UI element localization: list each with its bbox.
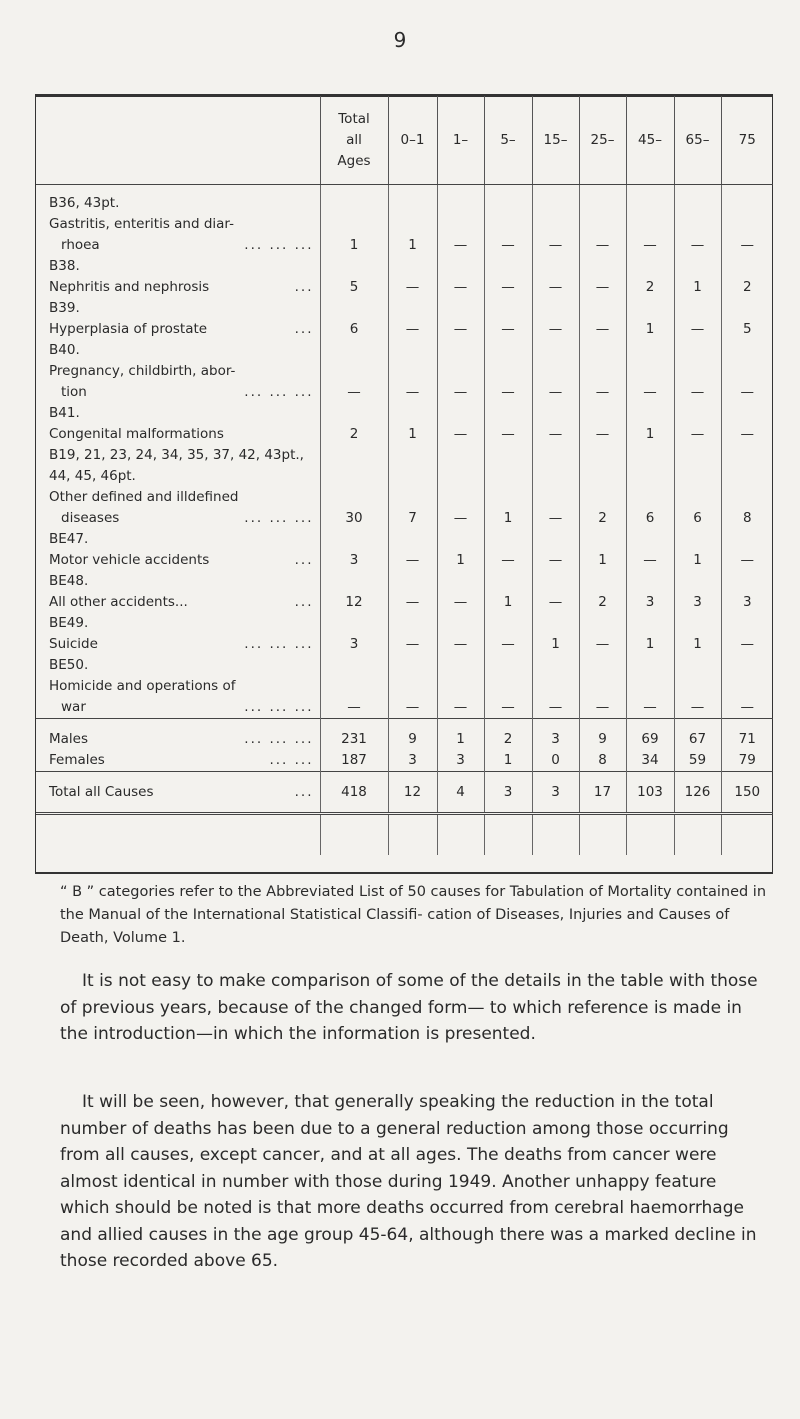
- cause-code: B39.: [49, 300, 80, 316]
- paragraph: It will be seen, however, that generally speaking the reduction in the total number of deaths has been due to a general reduction among those occurring from all causes, except cancer, and at all ages. The deaths from cancer were almost identical in number with those during 1949. Another unhappy feature which should be noted is that more deaths occurred from cerebral haemorrhage and allied causes in the age group 45-64, although there was a marked decline in those recorded above 65.: [60, 1092, 757, 1271]
- table-cell: 67: [674, 719, 721, 751]
- table-cell: 418: [320, 772, 388, 814]
- males-label-cell: [36, 719, 320, 751]
- table-cell: 9: [388, 719, 437, 751]
- cause-code: BE47.: [49, 531, 89, 547]
- cause-label-line: [49, 634, 314, 655]
- total-row: [36, 772, 773, 814]
- cause-label-line: [49, 277, 314, 298]
- table-cell: —: [532, 256, 579, 298]
- table-cell: —: [484, 298, 532, 340]
- page-number: 9: [393, 28, 407, 52]
- table-cell: —: [437, 445, 484, 529]
- table-cell: 59: [674, 750, 721, 772]
- table-cell: —: [721, 185, 773, 257]
- table-cell: 1: [674, 529, 721, 571]
- empty-cell: [36, 814, 320, 856]
- table-cell: 2: [721, 256, 773, 298]
- cause-cell: [36, 185, 320, 257]
- cause-label: tion: [61, 384, 87, 400]
- cause-label-line: [49, 697, 314, 718]
- table-cell: 2: [579, 571, 626, 613]
- table-cell: —: [532, 185, 579, 257]
- table-cell: —: [388, 655, 437, 719]
- table-cell: —: [437, 298, 484, 340]
- cause-label: diseases: [61, 510, 120, 526]
- table-cell: 2: [320, 403, 388, 445]
- table-cell: 1: [484, 571, 532, 613]
- table-cell: —: [437, 571, 484, 613]
- cause-label-line: [49, 676, 314, 697]
- table-cell: 2: [579, 445, 626, 529]
- table-cell: 3: [532, 772, 579, 814]
- column-header: 0–1: [388, 96, 437, 185]
- table-body: [36, 185, 773, 856]
- table-cell: 231: [320, 719, 388, 751]
- column-header: 15–: [532, 96, 579, 185]
- mortality-table: [36, 96, 773, 855]
- cause-cell: [36, 445, 320, 529]
- table-cell: 3: [437, 750, 484, 772]
- cause-label: Suicide: [49, 636, 98, 652]
- table-cell: —: [674, 340, 721, 403]
- empty-cell: [437, 814, 484, 856]
- table-cell: 12: [388, 772, 437, 814]
- cause-label: Gastritis, enteritis and diar-: [49, 216, 234, 232]
- cause-label: Pregnancy, childbirth, abor-: [49, 363, 236, 379]
- leader-dots: ...: [294, 552, 314, 568]
- table-cell: 2: [626, 256, 674, 298]
- cause-label: Hyperplasia of prostate: [49, 321, 208, 337]
- table-cell: —: [579, 340, 626, 403]
- cause-label: Nephritis and nephrosis: [49, 279, 210, 295]
- table-cell: —: [579, 256, 626, 298]
- table-cell: 4: [437, 772, 484, 814]
- table-cell: —: [388, 571, 437, 613]
- table-cell: —: [532, 655, 579, 719]
- leader-dots: ... ... ...: [244, 384, 314, 400]
- table-cell: 3: [626, 571, 674, 613]
- table-cell: —: [320, 655, 388, 719]
- paragraph: It is not easy to make comparison of some of the details in the table with those of previous years, because of the changed form— to which reference is made in the introduction—in which the information is presented.: [60, 971, 758, 1044]
- cause-label: Congenital malformations: [49, 426, 224, 442]
- leader-dots: ... ... ...: [244, 699, 314, 715]
- table-cell: 3: [532, 719, 579, 751]
- table-cell: 3: [484, 772, 532, 814]
- table-cell: —: [721, 655, 773, 719]
- table-cell: 187: [320, 750, 388, 772]
- cause-label: Motor vehicle accidents: [49, 552, 210, 568]
- table-row: [36, 403, 773, 445]
- column-header: 25–: [579, 96, 626, 185]
- table-cell: —: [437, 655, 484, 719]
- cause-code: BE49.: [49, 615, 89, 631]
- table-cell: —: [484, 655, 532, 719]
- table-cell: —: [437, 340, 484, 403]
- cause-code: B40.: [49, 342, 80, 358]
- table-cell: —: [721, 613, 773, 655]
- total-label: Total all Causes: [49, 783, 154, 800]
- table-cell: 1: [532, 613, 579, 655]
- table-header-row: [36, 96, 773, 185]
- table-cell: —: [674, 185, 721, 257]
- cause-label: Other defined and illdefined: [49, 489, 239, 505]
- table-cell: 1: [320, 185, 388, 257]
- table-cell: —: [674, 403, 721, 445]
- table-cell: 17: [579, 772, 626, 814]
- cause-label: All other accidents...: [49, 594, 188, 610]
- cause-code: B36, 43pt.: [49, 195, 120, 211]
- table-cell: 3: [388, 750, 437, 772]
- column-header: 65–: [674, 96, 721, 185]
- empty-cell: [484, 814, 532, 856]
- table-cell: 1: [388, 403, 437, 445]
- table-cell: —: [674, 655, 721, 719]
- table-cell: 5: [320, 256, 388, 298]
- table-cell: 1: [388, 185, 437, 257]
- cause-label-line: [49, 319, 314, 340]
- table-row: [36, 529, 773, 571]
- males-row: [36, 719, 773, 751]
- cause-cell: [36, 529, 320, 571]
- cause-label-line: [49, 361, 314, 382]
- table-cell: —: [626, 340, 674, 403]
- cause-label-line: [49, 508, 314, 529]
- table-cell: 3: [320, 529, 388, 571]
- table-cell: 1: [437, 719, 484, 751]
- cause-label-line: [49, 487, 314, 508]
- table-cell: 0: [532, 750, 579, 772]
- table-cell: 1: [437, 529, 484, 571]
- table-cell: 9: [579, 719, 626, 751]
- cause-label: war: [61, 699, 86, 715]
- table-cell: 1: [484, 445, 532, 529]
- table-cell: —: [437, 256, 484, 298]
- table-cell: 150: [721, 772, 773, 814]
- table-cell: 2: [484, 719, 532, 751]
- table-cell: —: [484, 340, 532, 403]
- table-cell: 12: [320, 571, 388, 613]
- leader-dots: ... ...: [269, 752, 314, 768]
- cause-cell: [36, 340, 320, 403]
- cause-label: rhoea: [61, 237, 100, 253]
- column-header: Total all Ages: [320, 96, 388, 185]
- table-cell: —: [484, 529, 532, 571]
- table-row: [36, 298, 773, 340]
- table-cell: —: [484, 185, 532, 257]
- cause-code: B41.: [49, 405, 80, 421]
- table-cell: 69: [626, 719, 674, 751]
- table-row: [36, 445, 773, 529]
- cause-cell: [36, 298, 320, 340]
- cause-label-line: [49, 235, 314, 256]
- column-header: 75: [721, 96, 773, 185]
- table-row: [36, 571, 773, 613]
- table-cell: 1: [484, 750, 532, 772]
- table-cell: —: [721, 403, 773, 445]
- empty-cell: [626, 814, 674, 856]
- table-cell: —: [388, 340, 437, 403]
- cause-cell: [36, 403, 320, 445]
- cause-label-line: [49, 424, 314, 445]
- table-cell: —: [484, 256, 532, 298]
- table-row: [36, 256, 773, 298]
- table-cell: —: [388, 529, 437, 571]
- table-cell: —: [484, 403, 532, 445]
- cause-cell: [36, 655, 320, 719]
- leader-dots: ...: [294, 783, 314, 800]
- empty-cell: [721, 814, 773, 856]
- leader-dots: ... ... ...: [244, 731, 314, 747]
- table-cell: —: [532, 571, 579, 613]
- cause-cell: [36, 256, 320, 298]
- table-cell: —: [532, 529, 579, 571]
- table-cell: 8: [579, 750, 626, 772]
- table-row: [36, 340, 773, 403]
- empty-cell: [532, 814, 579, 856]
- table-row: [36, 613, 773, 655]
- column-header: 45–: [626, 96, 674, 185]
- cause-code: BE48.: [49, 573, 89, 589]
- table-cell: 3: [320, 613, 388, 655]
- table-cell: —: [674, 298, 721, 340]
- table-cell: —: [532, 403, 579, 445]
- table-cell: —: [579, 655, 626, 719]
- footnote: “ B ” categories refer to the Abbreviated List of 50 causes for Tabulation of Mortality contained in the Manual of the International Statistical Classifi- cation of Diseases, Injuries and Causes of Death, Volume 1.: [60, 884, 767, 946]
- table-cell: —: [721, 529, 773, 571]
- empty-cell: [579, 814, 626, 856]
- table-row: [36, 655, 773, 719]
- column-header: 5–: [484, 96, 532, 185]
- table-cell: —: [388, 256, 437, 298]
- table-cell: 34: [626, 750, 674, 772]
- table-cell: —: [579, 298, 626, 340]
- table-cell: —: [579, 185, 626, 257]
- table-cell: —: [579, 403, 626, 445]
- empty-cell: [320, 814, 388, 856]
- cause-label-line: [49, 214, 314, 235]
- table-cell: 6: [626, 445, 674, 529]
- table-cell: 1: [626, 403, 674, 445]
- table-cell: —: [721, 340, 773, 403]
- empty-cell: [674, 814, 721, 856]
- females-label-cell: [36, 750, 320, 772]
- table-cell: 7: [388, 445, 437, 529]
- table-cell: —: [579, 613, 626, 655]
- cause-cell: [36, 571, 320, 613]
- table-cell: 3: [674, 571, 721, 613]
- females-row: [36, 750, 773, 772]
- table-cell: 1: [674, 256, 721, 298]
- table-cell: 30: [320, 445, 388, 529]
- cause-label-line: [49, 729, 314, 750]
- leader-dots: ...: [294, 321, 314, 337]
- table-row: [36, 185, 773, 257]
- table-cell: —: [532, 340, 579, 403]
- table-cell: 3: [721, 571, 773, 613]
- table-cell: —: [626, 529, 674, 571]
- table-cell: 1: [626, 298, 674, 340]
- cause-label-line: [49, 382, 314, 403]
- leader-dots: ...: [294, 279, 314, 295]
- cause-code: B19, 21, 23, 24, 34, 35, 37, 42, 43pt., 44, 45, 46pt.: [49, 447, 304, 484]
- cause-label-line: [49, 550, 314, 571]
- table-cell: —: [437, 185, 484, 257]
- table-cell: 1: [579, 529, 626, 571]
- table-cell: —: [532, 298, 579, 340]
- leader-dots: ... ... ...: [244, 510, 314, 526]
- cause-column-header: [36, 96, 320, 185]
- table-cell: —: [320, 340, 388, 403]
- table-cell: 8: [721, 445, 773, 529]
- cause-cell: [36, 613, 320, 655]
- table-cell: 79: [721, 750, 773, 772]
- table-cell: 6: [674, 445, 721, 529]
- empty-cell: [388, 814, 437, 856]
- table-cell: 103: [626, 772, 674, 814]
- leader-dots: ... ... ...: [244, 636, 314, 652]
- table-cell: —: [484, 613, 532, 655]
- females-label: Females: [49, 752, 105, 768]
- table-cell: 6: [320, 298, 388, 340]
- cause-label-line: [49, 592, 314, 613]
- total-label-cell: [36, 772, 320, 814]
- cause-code: BE50.: [49, 657, 89, 673]
- leader-dots: ...: [294, 594, 314, 610]
- table-cell: —: [532, 445, 579, 529]
- table-cell: —: [626, 655, 674, 719]
- cause-code: B38.: [49, 258, 80, 274]
- table-cell: 5: [721, 298, 773, 340]
- table-cell: 126: [674, 772, 721, 814]
- table-cell: 71: [721, 719, 773, 751]
- table-cell: —: [388, 298, 437, 340]
- table-cell: —: [626, 185, 674, 257]
- column-header: 1–: [437, 96, 484, 185]
- cause-label: Homicide and operations of: [49, 678, 236, 694]
- males-label: Males: [49, 731, 89, 747]
- table-cell: —: [437, 403, 484, 445]
- table-cell: —: [388, 613, 437, 655]
- leader-dots: ... ... ...: [244, 237, 314, 253]
- table-cell: 1: [626, 613, 674, 655]
- spacer-row: [36, 814, 773, 856]
- cause-label-line: [49, 782, 314, 803]
- table-cell: —: [437, 613, 484, 655]
- table-cell: 1: [674, 613, 721, 655]
- cause-label-line: [49, 750, 314, 771]
